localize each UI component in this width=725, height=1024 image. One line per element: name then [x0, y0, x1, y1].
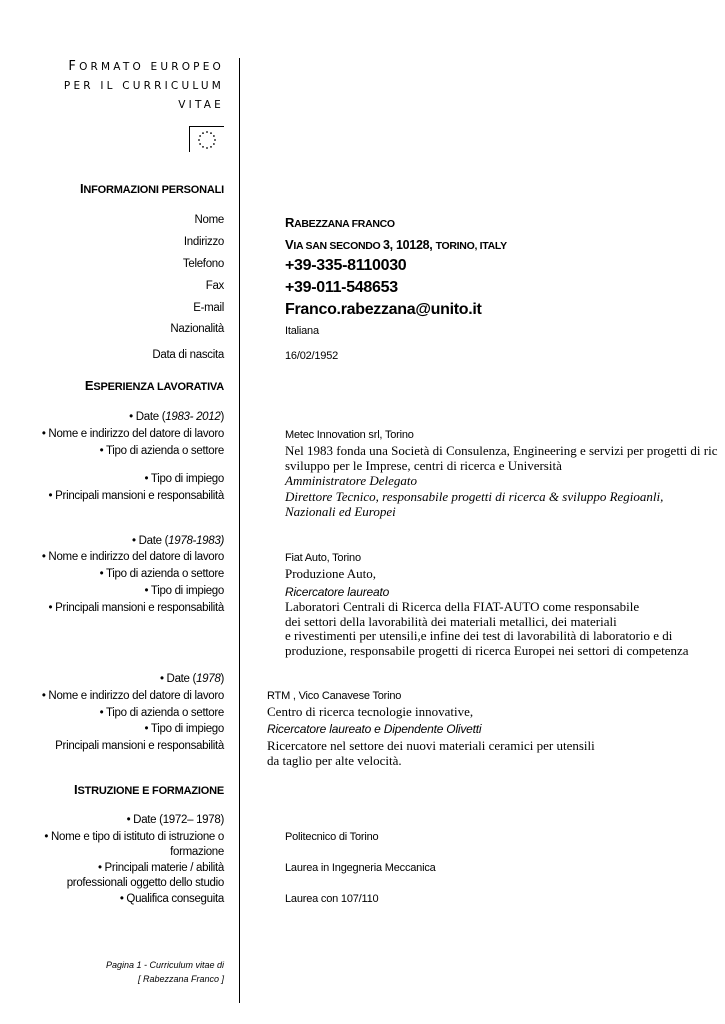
- label-nome: Nome: [194, 214, 224, 226]
- job-2-employer: Fiat Auto, Torino: [285, 552, 361, 564]
- cv-title-line-3: VITAE: [178, 99, 224, 111]
- label-telefono: Telefono: [182, 258, 224, 270]
- cv-title-line-2: PER IL CURRICULUM: [63, 80, 224, 92]
- job-1-duties-line-2: Nazionali ed Europei: [285, 504, 396, 519]
- job-2-job: Ricercatore laureato: [285, 585, 390, 599]
- footer-line-2: [ Rabezzana Franco ]: [137, 974, 224, 984]
- edu-qualification-label: • Qualifica conseguita: [119, 893, 224, 905]
- job-2-sector: Produzione Auto,: [285, 566, 376, 581]
- job-3-sector-label: • Tipo di azienda o settore: [99, 707, 224, 719]
- job-3-sector: Centro di ricerca tecnologie innovative,: [267, 704, 474, 719]
- label-indirizzo: Indirizzo: [183, 236, 224, 248]
- job-2-duties-line-4: produzione, responsabile progetti di ricerca Europei nei settori di competenza: [285, 643, 689, 658]
- label-fax: Fax: [205, 280, 224, 292]
- value-data-nascita: 16/02/1952: [285, 350, 339, 362]
- eu-flag-icon: [189, 126, 224, 152]
- vertical-divider: [239, 58, 240, 1003]
- job-1-dates-label: • Date (1983- 2012): [129, 411, 224, 423]
- job-2-job-label: • Tipo di impiego: [144, 585, 224, 597]
- value-telefono: +39-335-8110030: [285, 257, 407, 274]
- page-footer: [106, 958, 224, 986]
- edu-school-label-line-1: • Nome e tipo di istituto di istruzione o: [44, 831, 224, 843]
- job-1-duties-line-1: Direttore Tecnico, responsabile progetti di ricerca & sviluppo Regioanli,: [285, 489, 664, 504]
- footer-line-1: Pagina 1 - Curriculum vitae di: [105, 960, 224, 970]
- label-nazionalita: Nazionalità: [170, 323, 224, 335]
- value-indirizzo: VIA SAN SECONDO 3, 10128, TORINO, ITALY: [285, 237, 507, 252]
- job-2-sector-label: • Tipo di azienda o settore: [99, 568, 224, 580]
- job-2-duties-label: • Principali mansioni e responsabilità: [48, 602, 224, 614]
- edu-school-label-line-2: formazione: [170, 846, 224, 858]
- value-email[interactable]: Franco.rabezzana@unito.it: [285, 301, 482, 318]
- job-2-dates-label: • Date (1978-1983): [132, 535, 224, 547]
- job-2-duties-line-2: dei settori della lavorabilità dei materiali metallici, dei materiali: [285, 614, 617, 629]
- job-2-duties-line-1: Laboratori Centrali di Ricerca della FIAT-AUTO come responsabile: [285, 599, 640, 614]
- job-3-duties-label: Principali mansioni e responsabilità: [55, 740, 224, 752]
- job-2-duties-line-3: e rivestimenti per utensili,e infine dei test di lavorabilità di laboratorio e di: [285, 628, 673, 643]
- value-nome: RABEZZANA FRANCO: [285, 215, 395, 230]
- section-heading-personal: INFORMAZIONI PERSONALI: [79, 181, 224, 196]
- job-3-duties-line-2: da taglio per alte velocità.: [267, 753, 402, 768]
- value-nazionalita: Italiana: [285, 325, 319, 337]
- job-3-dates-label: • Date (1978): [159, 673, 224, 685]
- edu-qualification: Laurea con 107/110: [285, 893, 379, 905]
- cv-title-line-1: FORMATO EUROPEO: [68, 59, 224, 74]
- job-3-employer-label: • Nome e indirizzo del datore di lavoro: [41, 690, 224, 702]
- job-3-employer: RTM , Vico Canavese Torino: [267, 690, 402, 702]
- section-heading-education: ISTRUZIONE E FORMAZIONE: [74, 782, 224, 797]
- job-1-employer-label: • Nome e indirizzo del datore di lavoro: [41, 428, 224, 440]
- label-email: E-mail: [193, 302, 224, 314]
- section-heading-work: ESPERIENZA LAVORATIVA: [84, 378, 224, 393]
- job-1-sector-line-1: Nel 1983 fonda una Società di Consulenza, Engineering e servizi per progetti di ric: [285, 443, 718, 458]
- job-1-job-label: • Tipo di impiego: [144, 473, 224, 485]
- job-1-sector-line-2: sviluppo per le Imprese, centri di ricerca e Università: [285, 458, 562, 473]
- edu-subjects-label-line-1: • Principali materie / abilità: [97, 862, 224, 874]
- edu-school: Politecnico di Torino: [285, 831, 379, 843]
- job-1-duties-label: • Principali mansioni e responsabilità: [48, 490, 224, 502]
- edu-date-label: • Date (1972– 1978): [126, 814, 224, 826]
- job-1-job: Amministratore Delegato: [285, 473, 418, 488]
- value-fax: +39-011-548653: [285, 279, 398, 296]
- job-3-job: Ricercatore laureato e Dipendente Olivetti: [267, 722, 482, 736]
- job-2-employer-label: • Nome e indirizzo del datore di lavoro: [41, 551, 224, 563]
- edu-subjects-label-line-2: professionali oggetto dello studio: [66, 877, 224, 889]
- job-1-sector-label: • Tipo di azienda o settore: [99, 445, 224, 457]
- edu-subjects: Laurea in Ingegneria Meccanica: [285, 862, 436, 874]
- job-3-job-label: • Tipo di impiego: [144, 723, 224, 735]
- job-3-duties-line-1: Ricercatore nel settore dei nuovi materiali ceramici per utensili: [267, 738, 595, 753]
- job-1-employer: Metec Innovation srl, Torino: [285, 429, 414, 441]
- label-data-nascita: Data di nascita: [152, 349, 224, 361]
